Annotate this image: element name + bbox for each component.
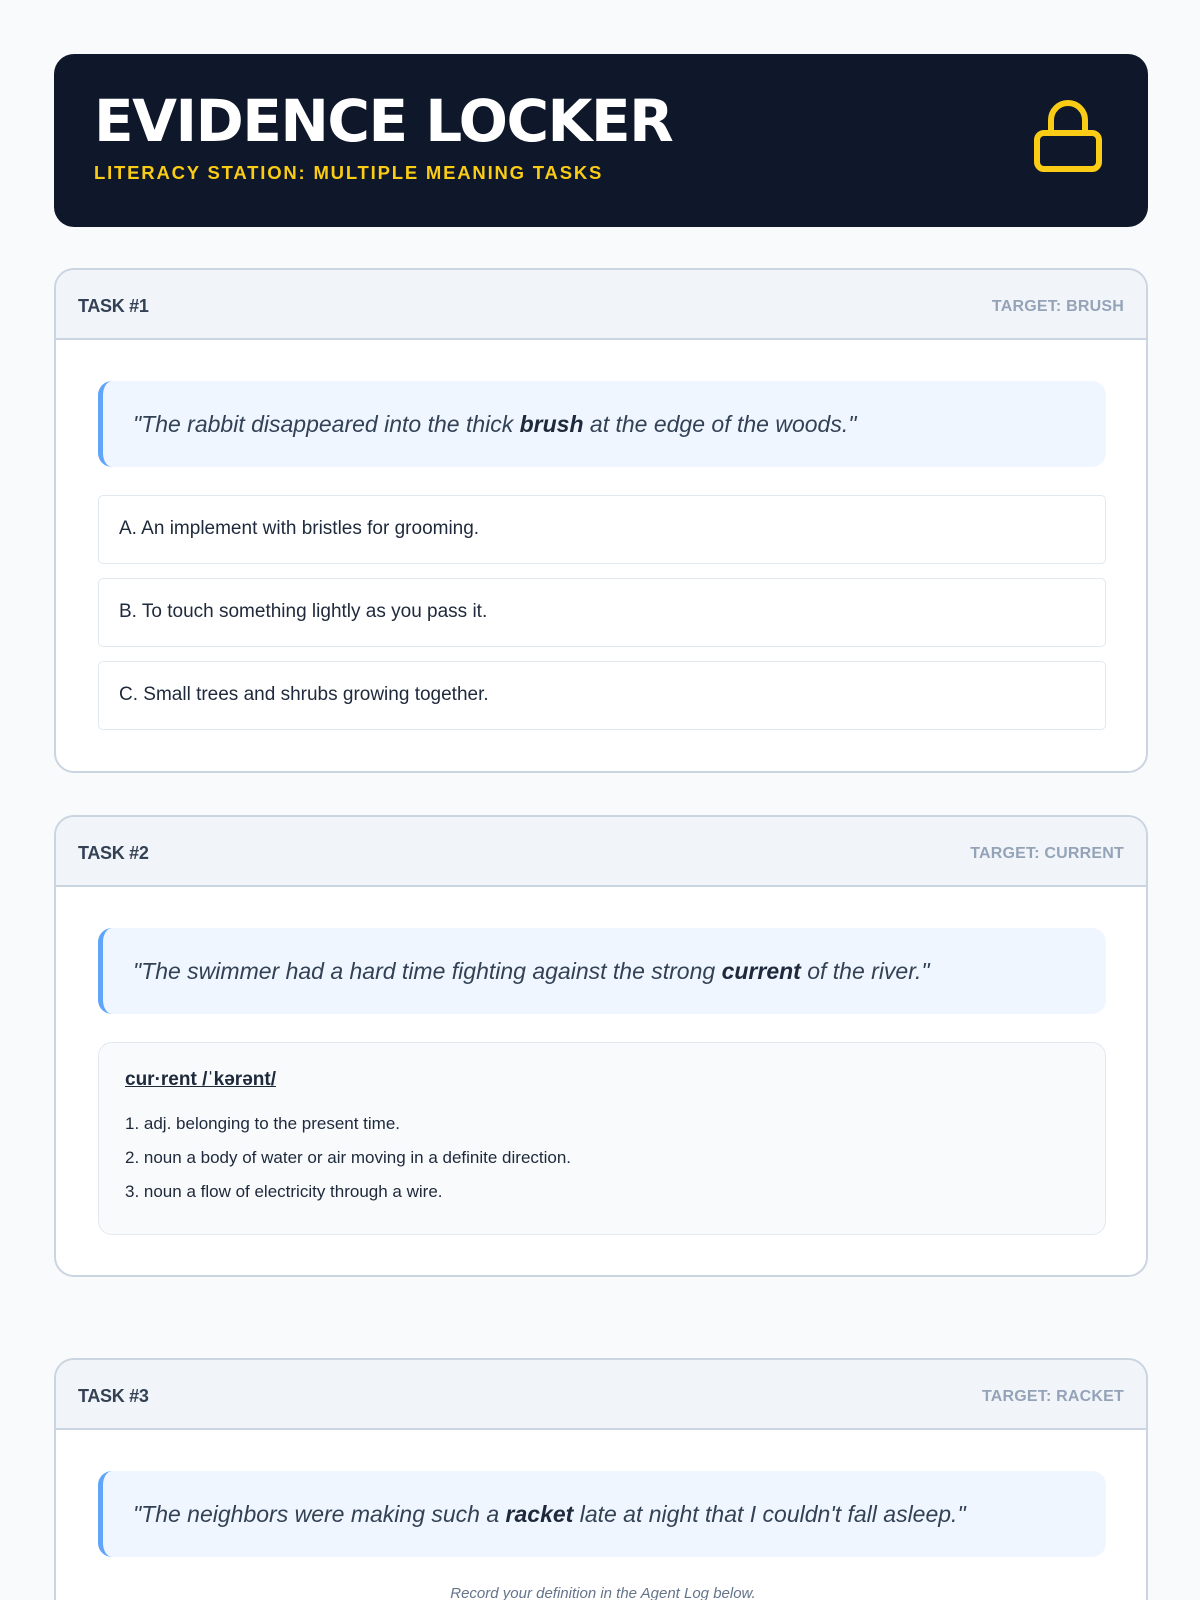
task-number: TASK #1 bbox=[78, 296, 149, 316]
task-card-2 bbox=[54, 815, 1148, 1277]
quote-text-before: "The neighbors were making such a bbox=[133, 1501, 506, 1527]
instruction-note: Record your definition in the Agent Log below. bbox=[450, 1585, 756, 1600]
target-word-label: TARGET: CURRENT bbox=[970, 845, 1124, 862]
sentence-quote bbox=[98, 928, 1106, 1014]
task-card-3 bbox=[54, 1358, 1148, 1600]
task-card-header bbox=[56, 270, 1146, 340]
target-word: current bbox=[721, 958, 801, 984]
quote-text-before: "The rabbit disappeared into the thick bbox=[133, 411, 520, 437]
dictionary-entry-box bbox=[98, 1042, 1106, 1235]
task-card-1 bbox=[54, 268, 1148, 773]
answer-option-a[interactable]: A. An implement with bristles for grooming. bbox=[98, 495, 1106, 564]
quote-text-after: at the edge of the woods." bbox=[583, 411, 857, 437]
task-number: TASK #3 bbox=[78, 1386, 149, 1406]
quote-text-after: of the river." bbox=[800, 958, 930, 984]
task-card-header bbox=[56, 817, 1146, 887]
sentence-quote bbox=[98, 381, 1106, 467]
task-number: TASK #2 bbox=[78, 843, 149, 863]
sentence-quote bbox=[98, 1471, 1106, 1557]
definition-2: 2. noun a body of water or air moving in a definite direction. bbox=[125, 1148, 572, 1167]
dictionary-headword: cur·rent /ˈkərənt/ bbox=[125, 1069, 276, 1090]
definition-1: 1. adj. belonging to the present time. bbox=[125, 1114, 401, 1133]
target-word: racket bbox=[505, 1501, 574, 1527]
quote-text-after: late at night that I couldn't fall asleep." bbox=[573, 1501, 966, 1527]
quote-text-before: "The swimmer had a hard time fighting against the strong bbox=[133, 958, 722, 984]
page-subtitle: LITERACY STATION: MULTIPLE MEANING TASKS bbox=[94, 162, 604, 183]
answer-option-b[interactable]: B. To touch something lightly as you pass it. bbox=[98, 578, 1106, 647]
answer-option-c[interactable]: C. Small trees and shrubs growing together. bbox=[98, 661, 1106, 730]
target-word-label: TARGET: BRUSH bbox=[991, 298, 1124, 315]
page-title: EVIDENCE LOCKER bbox=[94, 87, 673, 155]
target-word-label: TARGET: RACKET bbox=[981, 1388, 1124, 1405]
task-card-header bbox=[56, 1360, 1146, 1430]
header-banner bbox=[54, 54, 1148, 227]
lock-icon bbox=[1032, 96, 1104, 176]
definition-3: 3. noun a flow of electricity through a wire. bbox=[125, 1182, 443, 1201]
target-word: brush bbox=[519, 411, 584, 437]
